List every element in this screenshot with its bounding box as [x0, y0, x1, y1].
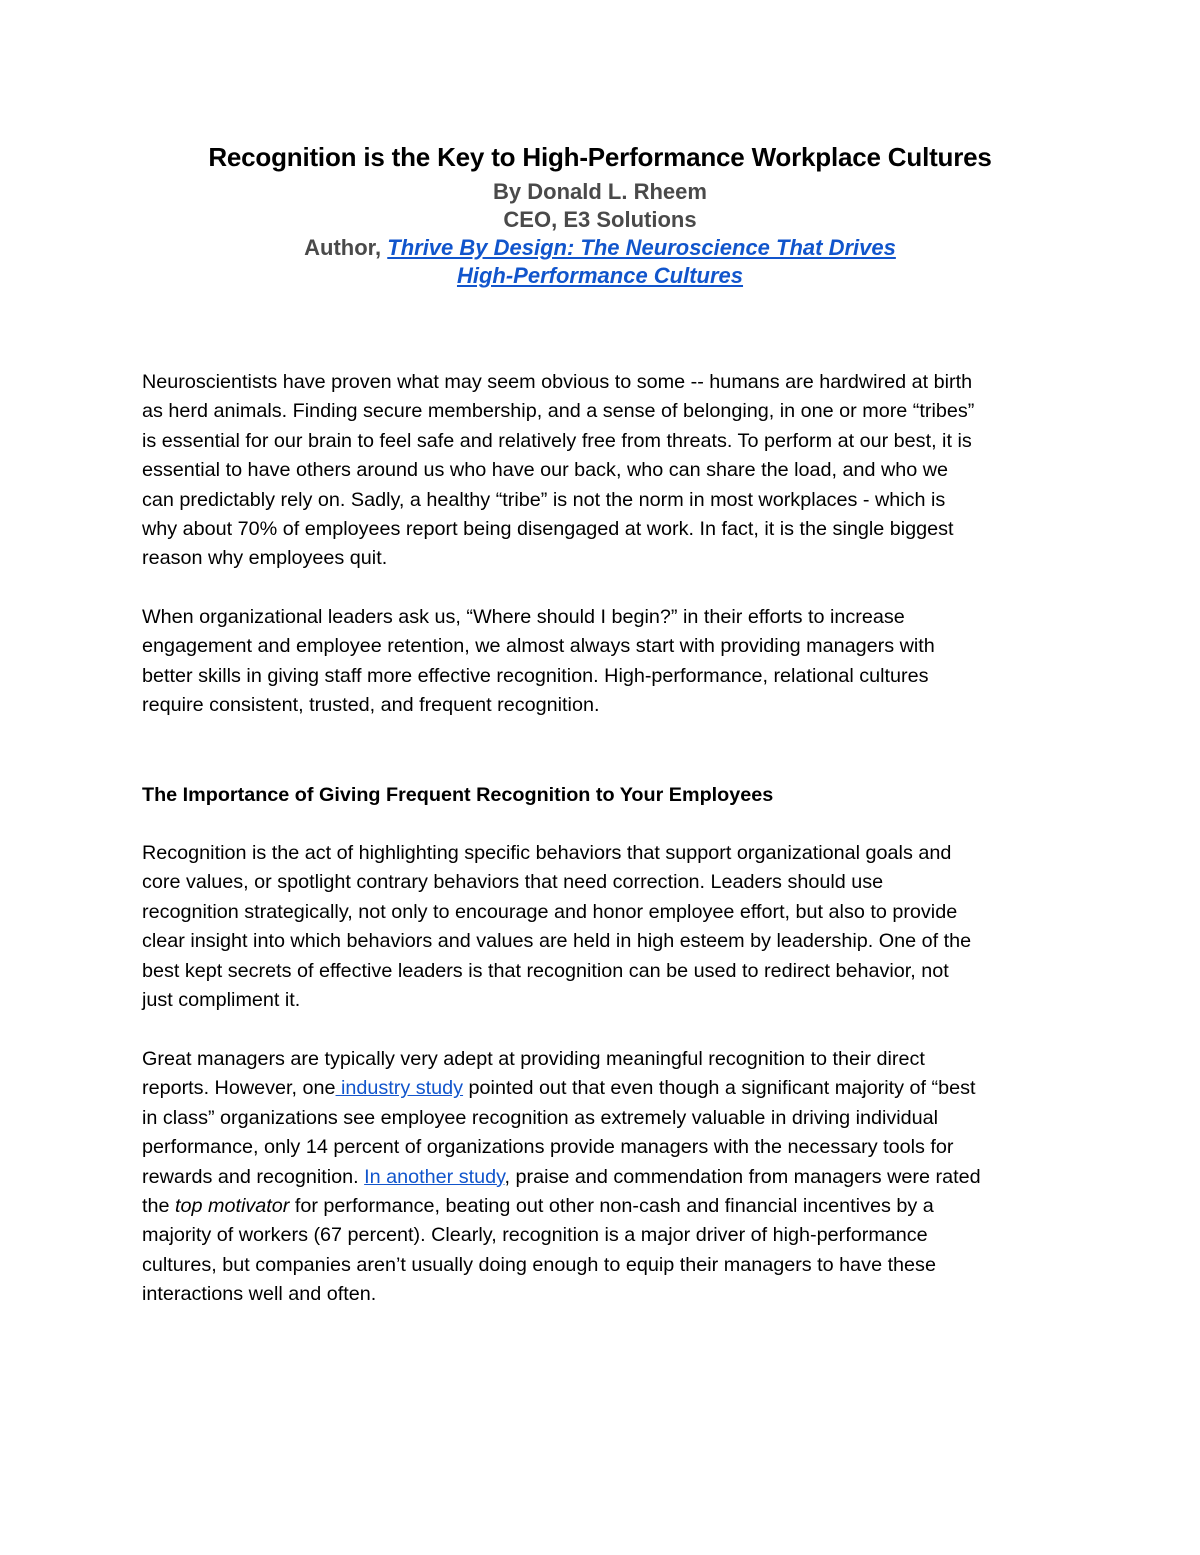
text-run: , praise and commendation from managers were rated [504, 1165, 981, 1188]
paragraph-recognition-definition [142, 839, 1062, 1015]
paragraph-where-to-begin [142, 603, 1062, 721]
paragraph-line [142, 1163, 1062, 1192]
paragraph-line: cultures, but companies aren’t usually doing enough to equip their managers to have these [142, 1253, 936, 1276]
paragraph-line: Recognition is the act of highlighting specific behaviors that support organizational goals and [142, 842, 952, 864]
text-run: the [142, 1195, 175, 1218]
paragraph-line: majority of workers (67 percent). Clearly, recognition is a major driver of high-performance [142, 1224, 928, 1247]
paragraph-line: engagement and employee retention, we almost always start with providing managers with [142, 635, 935, 658]
paragraph-great-managers [142, 1045, 1062, 1310]
paragraph-line: essential to have others around us who have our back, who can share the load, and who we [142, 459, 949, 482]
industry-study-link[interactable]: industry study [335, 1077, 464, 1100]
book-prefix: Author, [304, 235, 388, 260]
section-heading: The Importance of Giving Frequent Recognition to Your Employees [142, 784, 774, 806]
paragraph-line: as herd animals. Finding secure membership, and a sense of belonging, in one or more “tribes” [142, 400, 975, 423]
text-run: for performance, beating out other non-cash and financial incentives by a [289, 1195, 934, 1218]
paragraph-line: better skills in giving staff more effective recognition. High-performance, relational cultures [142, 664, 929, 687]
paragraph-line: in class” organizations see employee recognition as extremely valuable in driving individual [142, 1106, 939, 1129]
paragraph-line: recognition strategically, not only to encourage and honor employee effort, but also to provide [142, 900, 958, 923]
book-line-2 [0, 262, 1200, 290]
paragraph-line: clear insight into which behaviors and values are held in high esteem by leadership. One of the [142, 930, 972, 953]
author-line: By Donald L. Rheem [493, 179, 707, 204]
paragraph-line: require consistent, trusted, and frequent recognition. [142, 694, 600, 717]
document-title: Recognition is the Key to High-Performance Workplace Cultures [208, 142, 992, 172]
paragraph-line: Neuroscientists have proven what may seem obvious to some -- humans are hardwired at birth [142, 371, 973, 393]
paragraph-line [142, 1192, 1062, 1221]
book-line [0, 234, 1200, 262]
paragraph-line: performance, only 14 percent of organizations provide managers with the necessary tools for [142, 1136, 954, 1159]
book-title-link-line2[interactable]: High-Performance Cultures [456, 263, 744, 288]
book-title-link-line1[interactable]: Thrive By Design: The Neuroscience That Drives [387, 235, 896, 260]
text-run: pointed out that even though a significant majority of “best [463, 1077, 976, 1100]
paragraph-line: is essential for our brain to feel safe and relatively free from threats. To perform at our best, it is [142, 429, 972, 452]
text-run: reports. However, one [142, 1077, 336, 1100]
paragraph-line: can predictably rely on. Sadly, a healthy “tribe” is not the norm in most workplaces - which is [142, 488, 946, 511]
paragraph-line: Great managers are typically very adept at providing meaningful recognition to their direct [142, 1048, 925, 1070]
paragraph-line: just compliment it. [142, 989, 301, 1012]
text-run: rewards and recognition. [142, 1165, 365, 1188]
another-study-link[interactable]: In another study [364, 1165, 505, 1188]
paragraph-line [142, 1074, 1062, 1103]
paragraph-line: interactions well and often. [142, 1283, 377, 1306]
paragraph-line: best kept secrets of effective leaders is that recognition can be used to redirect behavior, not [142, 959, 949, 982]
emphasis-top-motivator: top motivator [175, 1195, 290, 1218]
paragraph-intro [142, 368, 1062, 574]
paragraph-line: reason why employees quit. [142, 547, 388, 570]
role-line: CEO, E3 Solutions [503, 207, 697, 232]
paragraph-line: core values, or spotlight contrary behaviors that need correction. Leaders should use [142, 871, 884, 894]
paragraph-line: why about 70% of employees report being disengaged at work. In fact, it is the single biggest [142, 518, 954, 541]
paragraph-line: When organizational leaders ask us, “Where should I begin?” in their efforts to increase [142, 606, 905, 628]
